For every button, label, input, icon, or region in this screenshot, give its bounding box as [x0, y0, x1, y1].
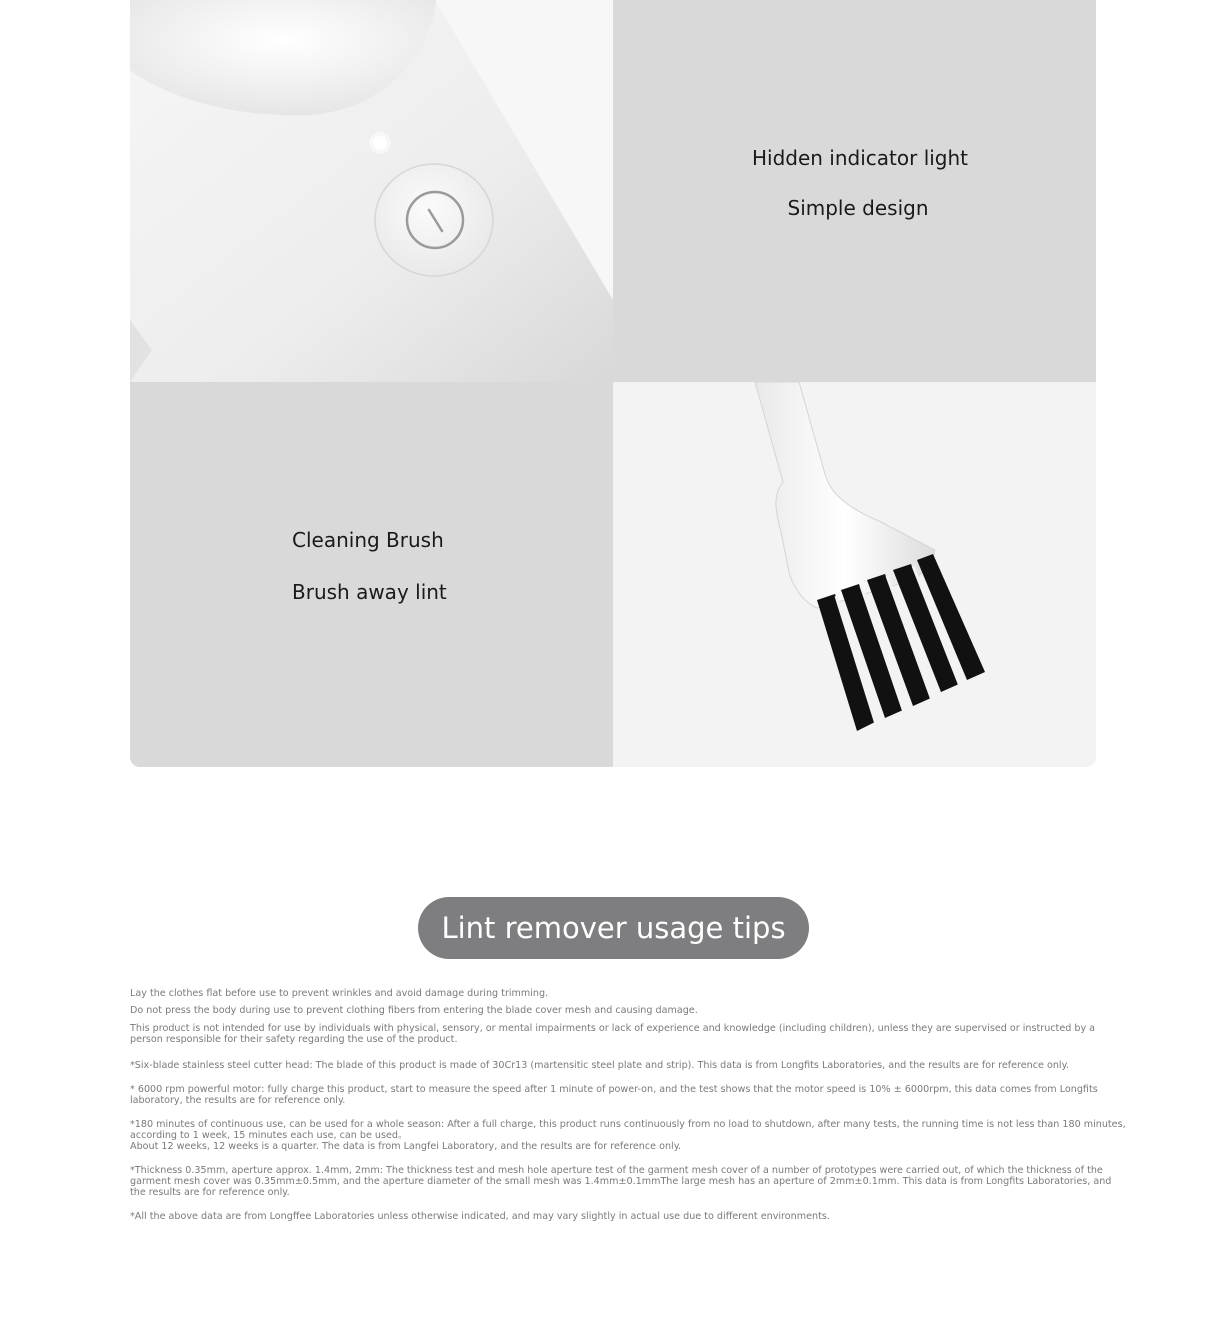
tip-paragraph: This product is not intended for use by individuals with physical, sensory, or mental impairments or lack of experience and knowledge (including children), unless they are supervised or instructed by a person responsible for their safety regarding the use of the product. — [130, 1023, 1096, 1045]
brush-caption-subtitle: Brush away lint — [292, 580, 447, 604]
tip-paragraph: Do not press the body during use to prevent clothing fibers from entering the blade cover mesh and causing damage. — [130, 1005, 698, 1016]
feature-grid — [130, 0, 1096, 767]
tip-paragraph: *All the above data are from Longffee Laboratories unless otherwise indicated, and may vary slightly in actual use due to different environments. — [130, 1211, 830, 1222]
tip-paragraph: *Thickness 0.35mm, aperture approx. 1.4mm, 2mm: The thickness test and mesh hole aperture test of the garment mesh cover of a number of prototypes were carried out, of which the thickness of the garment mesh cover was 0.35mm±0.5mm, and the aperture diameter of the small mesh was 1.4mm±0.1mmThe large mesh has an aperture of 2mm±0.1mm. This data is from Longfits Laboratories, and the results are for reference only. — [130, 1165, 1112, 1198]
tip-paragraph: *Six-blade stainless steel cutter head: The blade of this product is made of 30Cr13 (martensitic steel plate and strip). This data is from Longfits Laboratories, and the results are for reference only. — [130, 1060, 1069, 1071]
usage-tips-text — [130, 988, 1126, 1222]
cleaning-brush-panel — [130, 382, 613, 767]
indicator-caption-subtitle: Simple design — [787, 196, 929, 220]
cleaning-brush-illustration — [613, 382, 1096, 767]
tip-paragraph: *180 minutes of continuous use, can be used for a whole season: After a full charge, this product runs continuously from no load to shutdown, after many tests, the running time is not less than 180 minutes, according to 1 week, 15 minutes each use, can be used。 About 12 weeks, 12 weeks is a quarter. The data is from Langfei Laboratory, and the results are for reference only. — [130, 1119, 1126, 1152]
usage-tips-title: Lint remover usage tips — [418, 897, 809, 959]
lint-remover-illustration — [130, 0, 613, 382]
tip-paragraph: Lay the clothes flat before use to prevent wrinkles and avoid damage during trimming. — [130, 988, 549, 999]
indicator-caption-title: Hidden indicator light — [751, 146, 969, 170]
power-button-photo — [130, 0, 613, 382]
brush-caption-title: Cleaning Brush — [292, 528, 444, 552]
indicator-light-panel — [613, 0, 1096, 382]
tip-paragraph: * 6000 rpm powerful motor: fully charge this product, start to measure the speed after 1 minute of power-on, and the test shows that the motor speed is 10% ± 6000rpm, this data comes from Longfits laboratory, the results are for reference only. — [130, 1084, 1098, 1106]
cleaning-brush-photo — [613, 382, 1096, 767]
